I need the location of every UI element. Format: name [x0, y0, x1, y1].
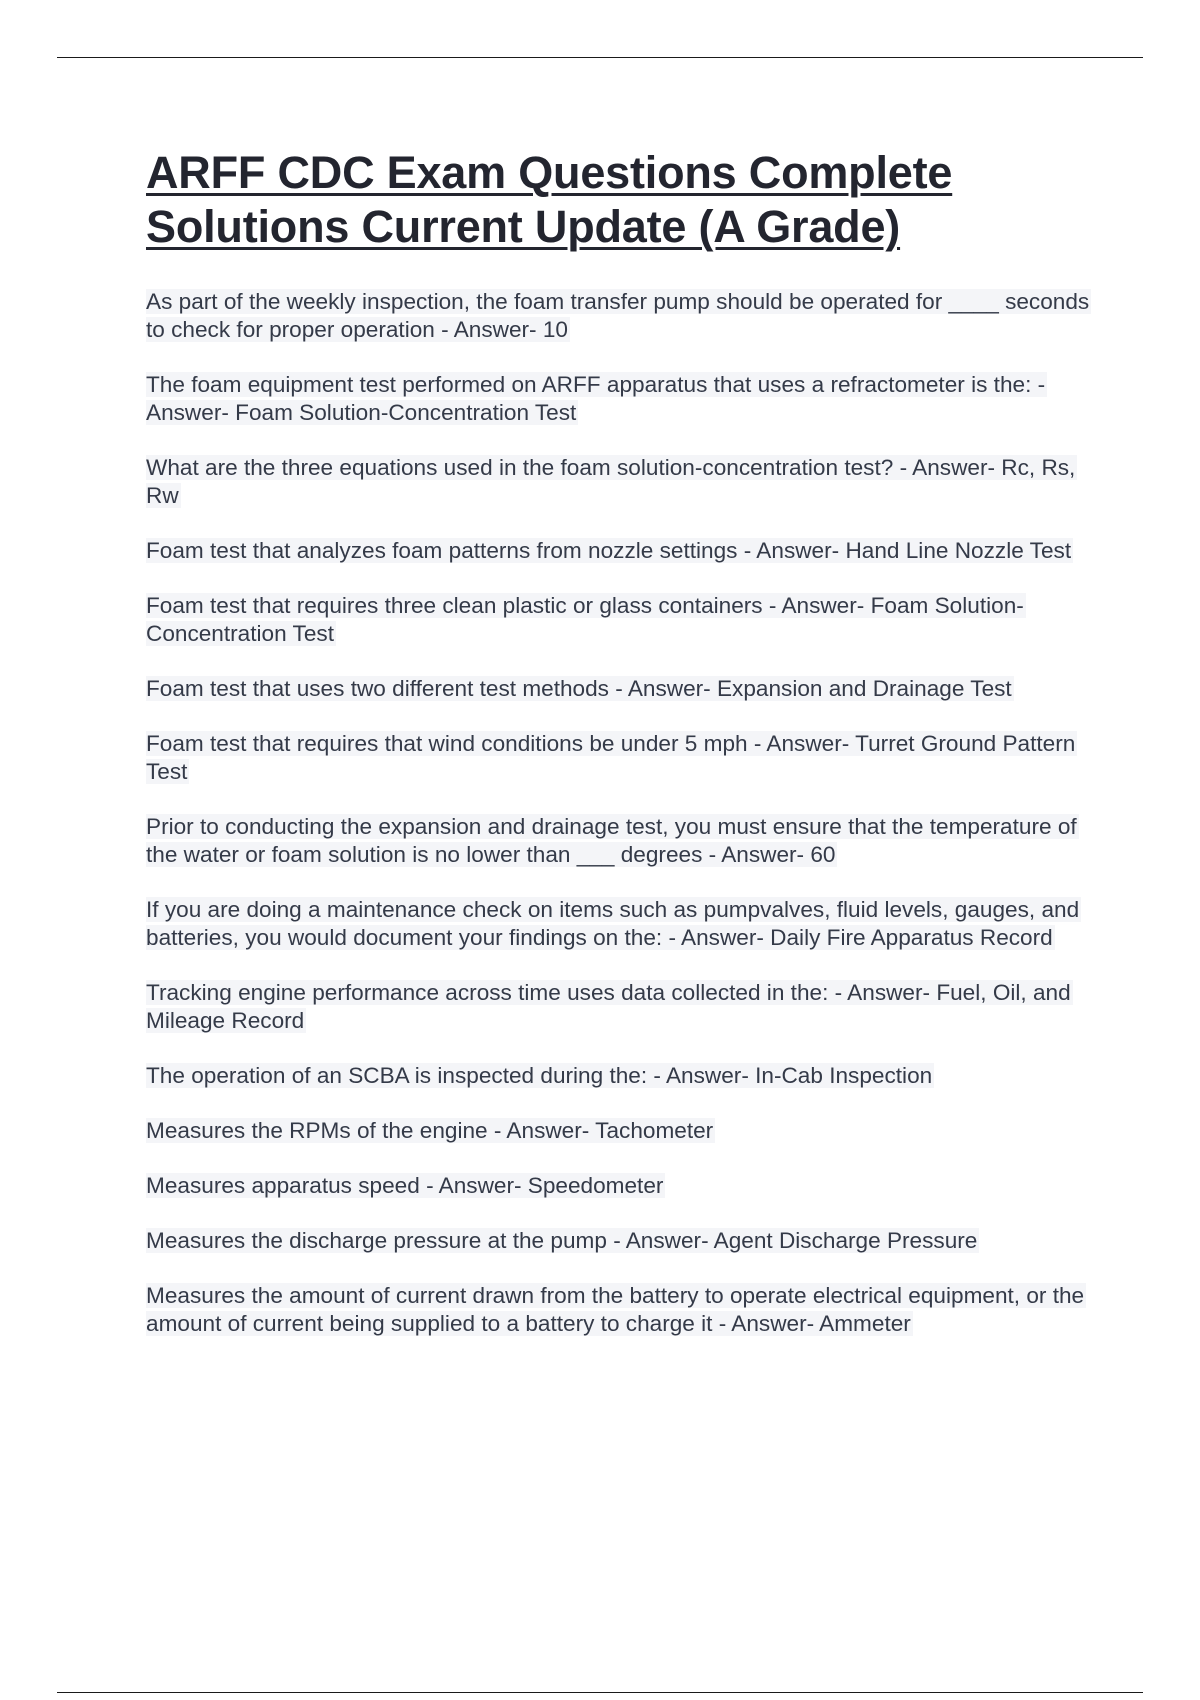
qa-list — [146, 288, 1096, 1338]
qa-item — [146, 371, 1096, 427]
qa-item — [146, 730, 1096, 786]
qa-text: Measures the discharge pressure at the pump - Answer- Agent Discharge Pressure — [146, 1228, 978, 1253]
qa-item — [146, 537, 1096, 565]
qa-text: Foam test that requires that wind conditions be under 5 mph - Answer- Turret Ground Pattern Test — [146, 731, 1076, 784]
bottom-rule — [57, 1692, 1143, 1693]
qa-item — [146, 454, 1096, 510]
qa-item — [146, 1227, 1096, 1255]
qa-item — [146, 813, 1096, 869]
qa-text: Prior to conducting the expansion and drainage test, you must ensure that the temperature of the water or foam solution is no lower than ___ degrees - Answer- 60 — [146, 814, 1077, 867]
qa-text: Measures the amount of current drawn from the battery to operate electrical equipment, or the amount of current being supplied to a battery to charge it - Answer- Ammeter — [146, 1283, 1085, 1336]
qa-item — [146, 1282, 1096, 1338]
qa-item — [146, 1172, 1096, 1200]
qa-text: As part of the weekly inspection, the foam transfer pump should be operated for ____ seconds to check for proper operation - Answer- 10 — [146, 289, 1090, 342]
document-title: ARFF CDC Exam Questions Complete Solutions Current Update (A Grade) — [146, 147, 953, 252]
qa-item — [146, 896, 1096, 952]
qa-text: Measures apparatus speed - Answer- Speedometer — [146, 1173, 664, 1198]
qa-text: The operation of an SCBA is inspected during the: - Answer- In-Cab Inspection — [146, 1063, 933, 1088]
qa-text: Tracking engine performance across time uses data collected in the: - Answer- Fuel, Oil, and Mileage Record — [146, 980, 1071, 1033]
qa-text: Foam test that requires three clean plastic or glass containers - Answer- Foam Solution-Concentration Test — [146, 593, 1024, 646]
qa-text: Foam test that analyzes foam patterns from nozzle settings - Answer- Hand Line Nozzle Test — [146, 538, 1072, 563]
qa-item — [146, 288, 1096, 344]
qa-text: Measures the RPMs of the engine - Answer- Tachometer — [146, 1118, 714, 1143]
qa-item — [146, 979, 1096, 1035]
qa-item — [146, 592, 1096, 648]
qa-item — [146, 675, 1096, 703]
top-rule — [57, 57, 1143, 58]
qa-text: Foam test that uses two different test methods - Answer- Expansion and Drainage Test — [146, 676, 1012, 701]
qa-text: The foam equipment test performed on ARFF apparatus that uses a refractometer is the: - Answer- Foam Solution-Concentration Test — [146, 372, 1046, 425]
qa-item — [146, 1062, 1096, 1090]
qa-text: What are the three equations used in the foam solution-concentration test? - Answer- Rc, Rs, Rw — [146, 455, 1076, 508]
qa-item — [146, 1117, 1096, 1145]
qa-text: If you are doing a maintenance check on items such as pumpvalves, fluid levels, gauges, and batteries, you would document your findings on the: - Answer- Daily Fire Apparatus Record — [146, 897, 1080, 950]
document-body — [146, 146, 1096, 1365]
